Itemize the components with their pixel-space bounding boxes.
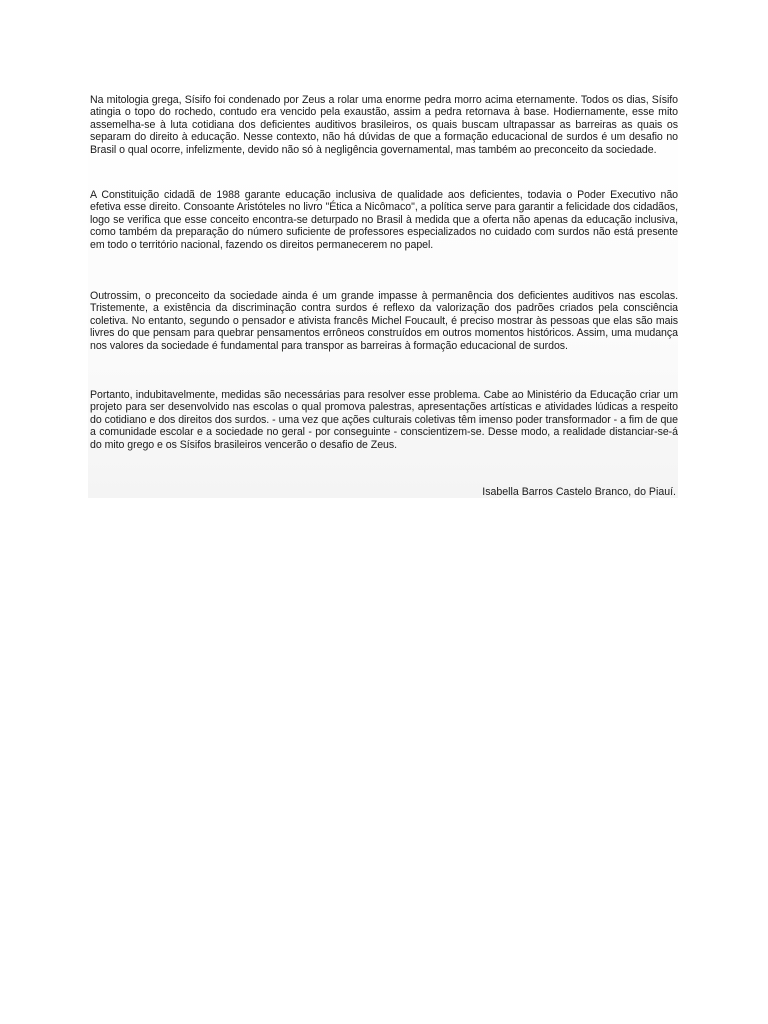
essay-text-block: [88, 92, 678, 498]
paragraph-development-1: A Constituição cidadã de 1988 garante educação inclusiva de qualidade aos deficientes, todavia o Poder Executivo não efetiva esse direito. Consoante Aristóteles no livro "Ética a Nicômaco", a política serve para garantir a felicidade dos cidadãos, logo se verifica que esse conceito encontra-se deturpado no Brasil à medida que a oferta não apenas da educação inclusiva, como também da preparação do número suficiente de professores especializados no cuidado com surdos não está presente em todo o território nacional, fazendo os direitos permanecerem no papel.: [90, 189, 678, 251]
paragraph-conclusion: Portanto, indubitavelmente, medidas são necessárias para resolver esse problema. Cabe ao Ministério da Educação criar um projeto para ser desenvolvido nas escolas o qual promova palestras, apresentações artísticas e atividades lúdicas a respeito do cotidiano e dos direitos dos surdos. - uma vez que ações culturais coletivas têm imenso poder transformador - a fim de que a comunidade escolar e a sociedade no geral - por conseguinte - conscientizem-se. Desse modo, a realidade distanciar-se-á do mito grego e os Sísifos brasileiros vencerão o desafio de Zeus.: [90, 389, 678, 451]
paragraph-introduction: Na mitologia grega, Sísifo foi condenado por Zeus a rolar uma enorme pedra morro acima eternamente. Todos os dias, Sísifo atingia o topo do rochedo, contudo era vencido pela exaustão, assim a pedra retornava à base. Hodiernamente, esse mito assemelha-se à luta cotidiana dos deficientes auditivos brasileiros, os quais buscam ultrapassar as barreiras as quais os separam do direito à educação. Nesse contexto, não há dúvidas de que a formação educacional de surdos é um desafio no Brasil o qual ocorre, infelizmente, devido não só à negligência governamental, mas também ao preconceito da sociedade.: [90, 94, 678, 156]
author-signature: Isabella Barros Castelo Branco, do Piauí.: [482, 486, 676, 498]
paragraph-development-2: Outrossim, o preconceito da sociedade ainda é um grande impasse à permanência dos deficientes auditivos nas escolas. Tristemente, a existência da discriminação contra surdos é reflexo da valorização dos padrões criados pela consciência coletiva. No entanto, segundo o pensador e ativista francês Michel Foucault, é preciso mostrar às pessoas que elas são mais livres do que pensam para quebrar pensamentos errôneos construídos em outros momentos históricos. Assim, uma mudança nos valores da sociedade é fundamental para transpor as barreiras à formação educacional de surdos.: [90, 290, 678, 352]
